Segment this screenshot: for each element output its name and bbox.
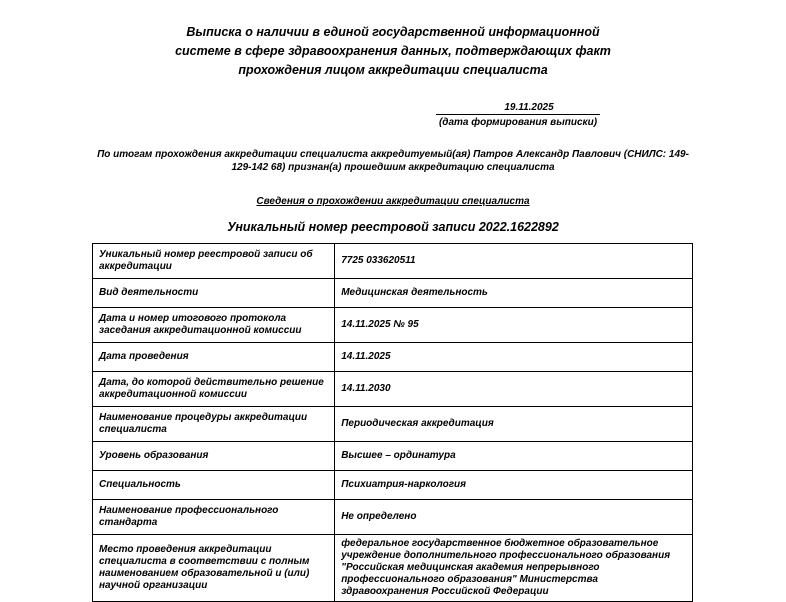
registry-number-heading: Уникальный номер реестровой записи 2022.1622892 [227, 220, 559, 234]
row-value: федеральное государственное бюджетное образовательное учреждение дополнительного профессионального образования "Российская медицинская академия непрерывного профессионального образования" Министерства здравоохранения Российской Федерации [335, 535, 693, 602]
intro-line-2: 129-142 68) признан(а) прошедшим аккредитацию специалиста [231, 162, 555, 173]
row-value: 14.11.2025 № 95 [335, 308, 693, 343]
row-label: Уникальный номер реестровой записи об аккредитации [93, 244, 335, 279]
title-line-3: прохождения лицом аккредитации специалиста [238, 63, 548, 77]
table-row [93, 442, 693, 471]
row-value: 7725 033620511 [335, 244, 693, 279]
table-row [93, 308, 693, 343]
row-label: Место проведения аккредитации специалиста в соответствии с полным наименованием образовательной и (или) научной организации [93, 535, 335, 602]
table-row [93, 535, 693, 602]
table-row [93, 500, 693, 535]
row-value: 14.11.2030 [335, 372, 693, 407]
intro-line-1: По итогам прохождения аккредитации специалиста аккредитуемый(ая) Патров Александр Павлович (СНИЛС: 149- [97, 149, 689, 160]
title-line-2: системе в сфере здравоохранения данных, подтверждающих факт [175, 44, 611, 58]
table-row [93, 372, 693, 407]
row-label: Дата, до которой действительно решение аккредитационной комиссии [93, 372, 335, 407]
row-value: 14.11.2025 [335, 343, 693, 372]
intro-paragraph [90, 148, 696, 174]
row-label: Наименование профессионального стандарта [93, 500, 335, 535]
formation-date-caption: (дата формирования выписки) [438, 117, 598, 128]
table-row [93, 471, 693, 500]
formation-date-block [436, 101, 600, 129]
row-label: Дата проведения [93, 343, 335, 372]
row-value: Медицинская деятельность [335, 279, 693, 308]
table-row [93, 244, 693, 279]
section-heading: Сведения о прохождении аккредитации специалиста [256, 196, 530, 207]
row-value: Психиатрия-наркология [335, 471, 693, 500]
title-line-1: Выписка о наличии в единой государственной информационной [186, 25, 600, 39]
row-label: Уровень образования [93, 442, 335, 471]
document-title [150, 23, 636, 80]
row-value: Периодическая аккредитация [335, 407, 693, 442]
table-row [93, 279, 693, 308]
row-label: Вид деятельности [93, 279, 335, 308]
row-label: Специальность [93, 471, 335, 500]
row-label: Дата и номер итогового протокола заседания аккредитационной комиссии [93, 308, 335, 343]
table-row [93, 407, 693, 442]
table-row [93, 343, 693, 372]
accreditation-table [92, 243, 693, 602]
row-value: Высшее – ординатура [335, 442, 693, 471]
row-value: Не определено [335, 500, 693, 535]
formation-date: 19.11.2025 [436, 101, 600, 115]
row-label: Наименование процедуры аккредитации специалиста [93, 407, 335, 442]
